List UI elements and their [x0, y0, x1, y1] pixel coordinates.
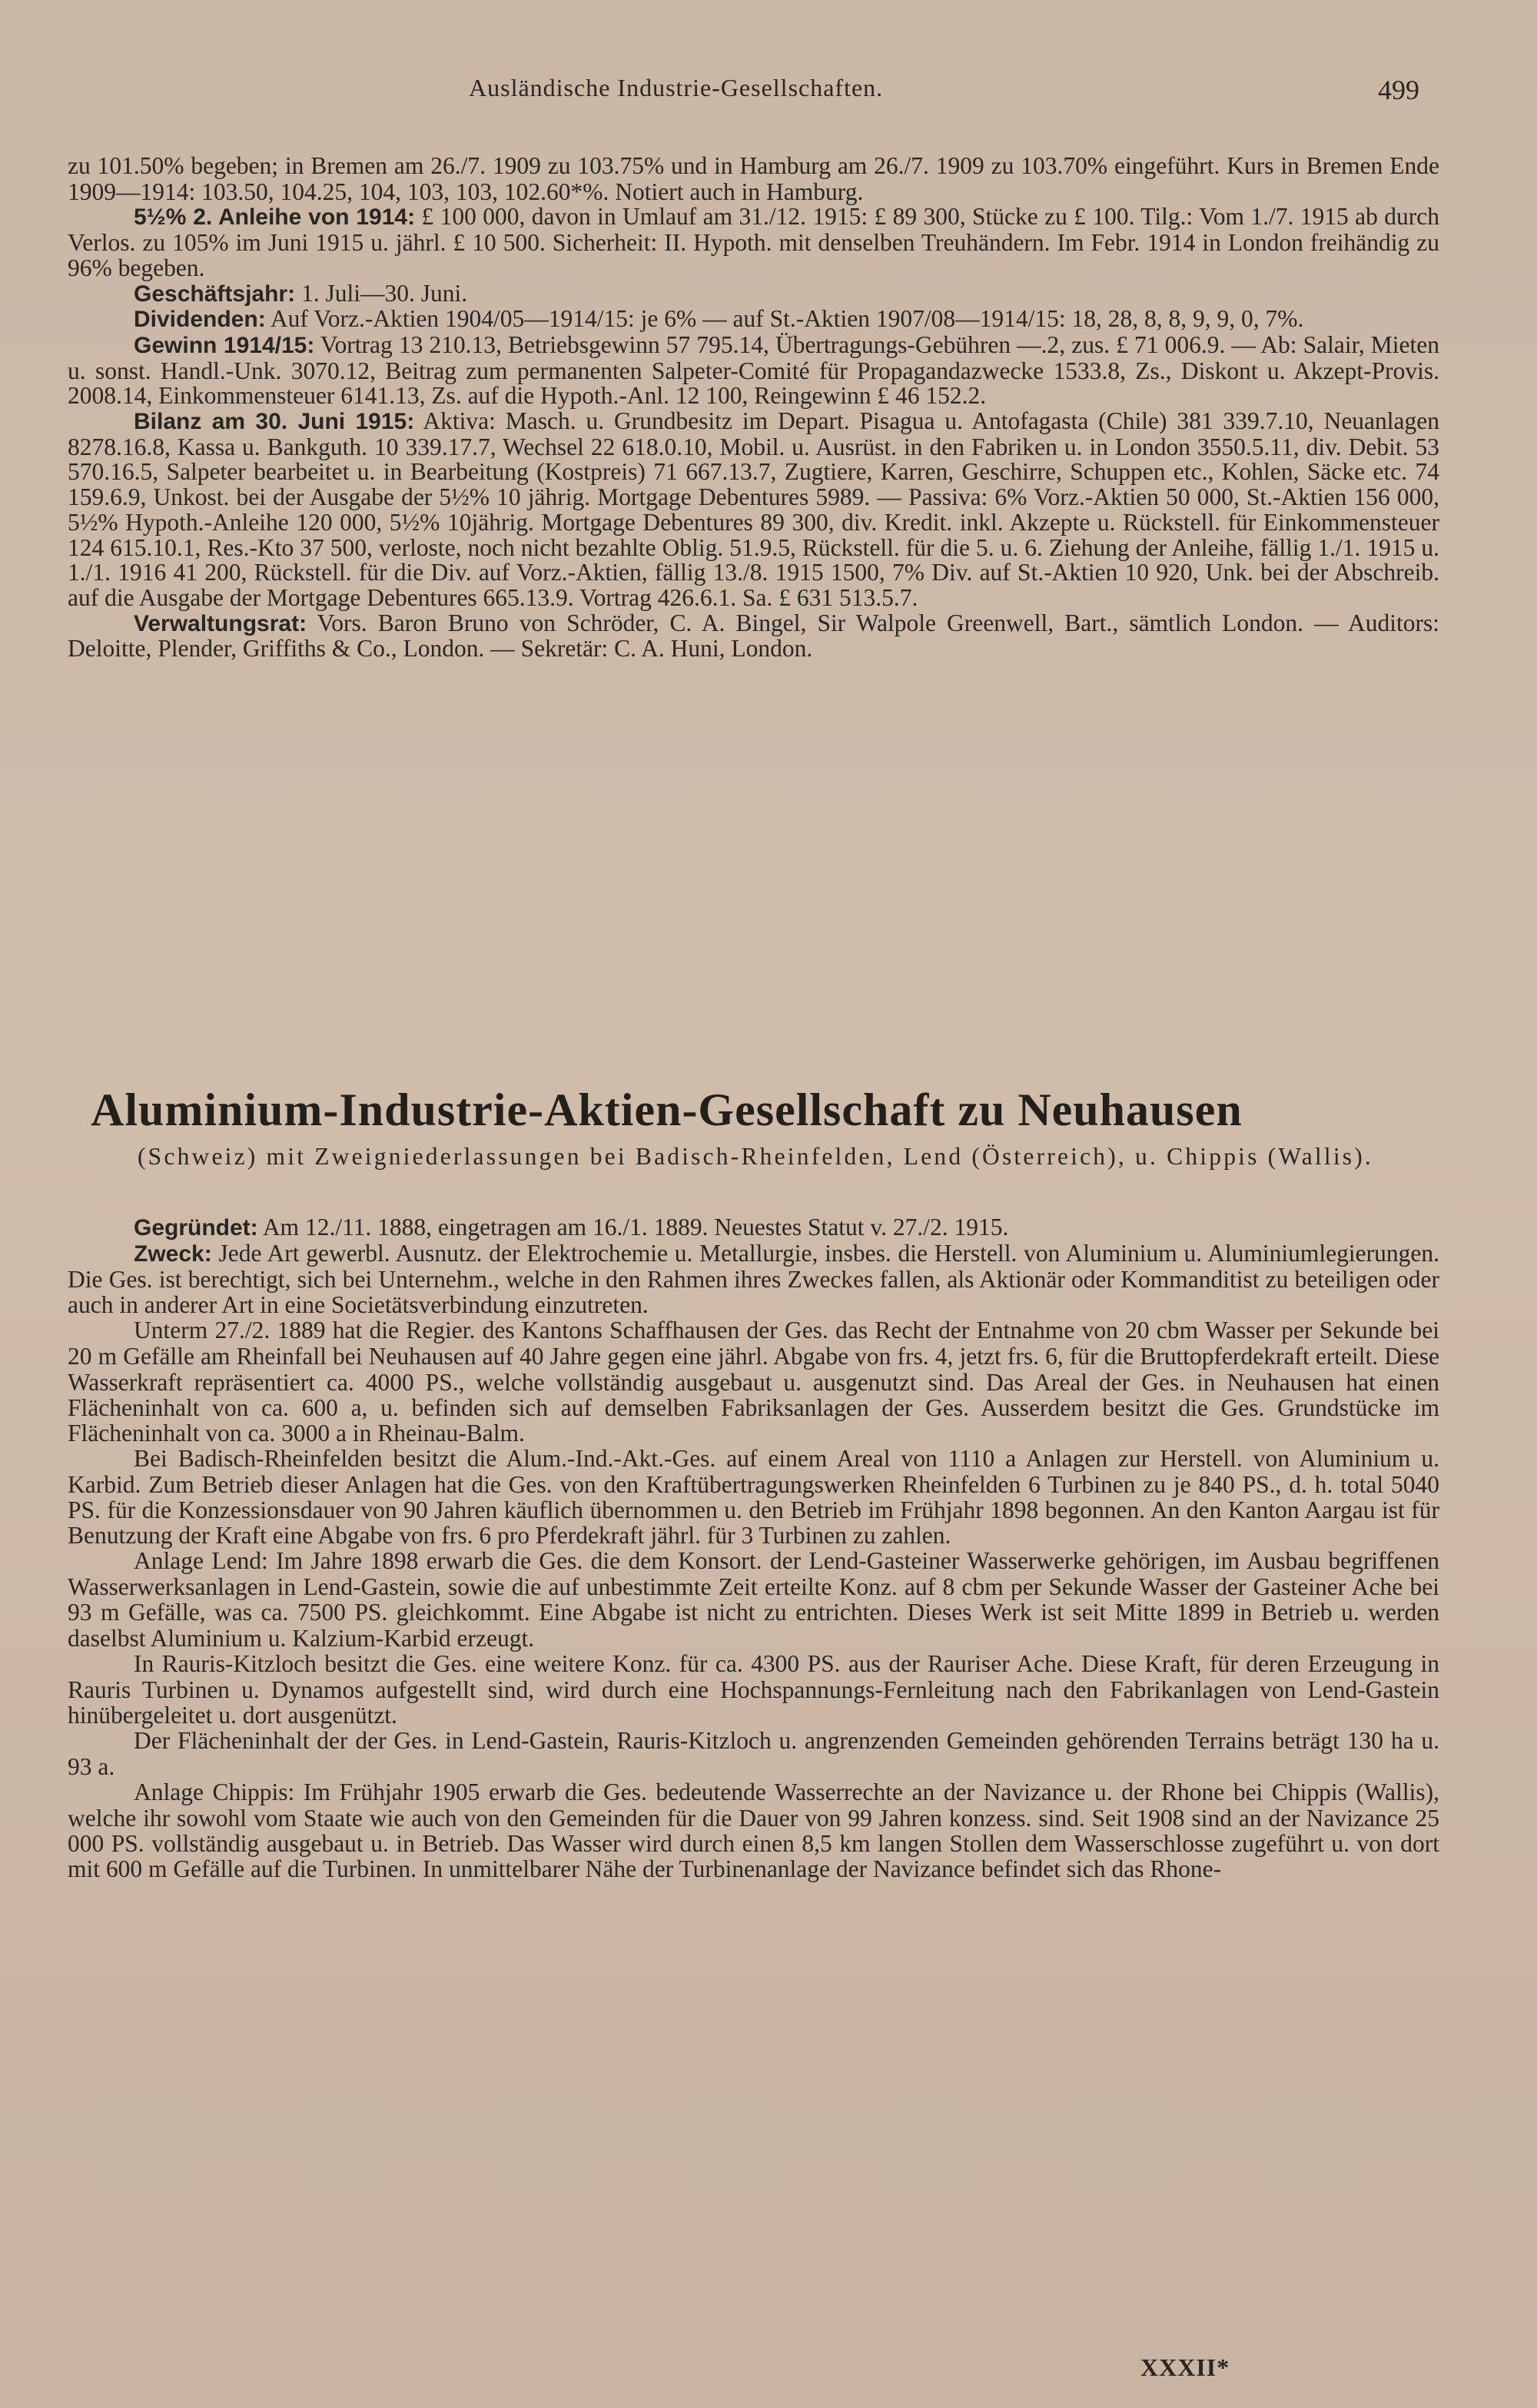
company-subtitle: (Schweiz) mit Zweigniederlassungen bei Badisch-Rheinfelden, Lend (Österreich), u. Chippis (Wallis). [137, 1143, 1374, 1170]
paragraph: Gewinn 1914/15: Vortrag 13 210.13, Betriebsgewinn 57 795.14, Übertragungs-Gebühren —.2, zus. £ 71 006.9. — Ab: Salair, Mieten u. sonst. Handl.-Unk. 3070.12, Beitrag zum permanenten Salpeter-Comité für Propagandazwecke 1533.8, Zs., Diskont u. Akzept-Provis. 2008.14, Einkommensteuer 6141.13, Zs. auf die Hypoth.-Anl. 12 100, Reingewinn £ 46 152.2. [68, 330, 1440, 410]
paragraph: Bilanz am 30. Juni 1915: Aktiva: Masch. u. Grundbesitz im Depart. Pisagua u. Antofagasta (Chile) 381 339.7.10, Neuanlagen 8278.16.8, Kassa u. Bankguth. 10 339.17.7, Wechsel 22 618.0.10, Mobil. u. Ausrüst. in den Fabriken u. in London 3550.5.11, div. Debit. 53 570.16.5, Salpeter bearbeitet u. in Bearbeitung (Kostpreis) 71 667.13.7, Zugtiere, Karren, Geschirre, Schuppen etc., Kohlen, Säcke etc. 74 159.6.9, Unkost. bei der Ausgabe der 5½% 10 jährig. Mortgage Debentures 5989. — Passiva: 6% Vorz.-Aktien 50 000, St.-Aktien 156 000, 5½% Hypoth.-Anleihe 120 000, 5½% 10jährig. Mortgage Debentures 89 300, div. Kredit. inkl. Akzepte u. Rückstell. für Einkommensteuer 124 615.10.1, Res.-Kto 37 500, verloste, noch nicht bezahlte Oblig. 51.9.5, Rückstell. für die 5. u. 6. Ziehung der Anleihe, fällig 1./1. 1915 u. 1./1. 1916 41 200, Rückstell. für die Div. auf Vorz.-Aktien, fällig 13./8. 1915 1500, 7% Div. auf St.-Aktien 10 920, Unk. bei der Abschreib. auf die Ausgabe der Mortgage Debentures 665.13.9. Vortrag 426.6.1. Sa. £ 631 513.5.7. [68, 407, 1440, 611]
paragraph: Geschäftsjahr: 1. Juli—30. Juni. [134, 279, 468, 307]
running-title: Ausländische Industrie-Gesellschaften. [469, 74, 884, 101]
page-header [0, 74, 1537, 112]
page-number: 499 [1378, 75, 1419, 105]
signature-mark: XXXII* [1140, 2353, 1230, 2381]
paragraph: Bei Badisch-Rheinfelden besitzt die Alum.-Ind.-Akt.-Ges. auf einem Areal von 1110 a Anlagen zur Herstell. von Aluminium u. Karbid. Zum Betrieb dieser Anlagen hat die Ges. von den Kraftübertragungswerken Rheinfelden 6 Turbinen zu je 840 PS., d. h. total 5040 PS. für die Konzessionsdauer von 90 Jahren käuflich übernommen u. den Betrieb im Frühjahr 1898 begonnen. An den Kanton Aargau ist für Benutzung der Kraft eine Abgabe von frs. 6 pro Pferdekraft jährl. für 3 Turbinen zu zahlen. [68, 1444, 1439, 1549]
paragraph: Zweck: Jede Art gewerbl. Ausnutz. der Elektrochemie u. Metallurgie, insbes. die Herstell. von Aluminium u. Aluminiumlegierungen. Die Ges. ist berechtigt, sich bei Unternehm., welche in den Rahmen ihres Zweckes fallen, als Aktionär oder Kommanditist zu beteiligen oder auch in anderer Art in eine Societätsverbindung einzutreten. [68, 1240, 1439, 1319]
company-entry [68, 1214, 1439, 1882]
paragraph: Unterm 27./2. 1889 hat die Regier. des Kantons Schaffhausen der Ges. das Recht der Entnahme von 20 cbm Wasser per Sekunde bei 20 m Gefälle am Rheinfall bei Neuhausen auf 40 Jahre gegen eine jährl. Abgabe von frs. 4, jetzt frs. 6, für die Bruttopferdekraft erteilt. Diese Wasserkraft repräsentiert ca. 4000 PS., welche vollständig ausgebaut u. ausgenutzt sind. Das Areal der Ges. in Neuhausen hat einen Flächeninhalt von ca. 600 a, u. befinden sich auf demselben Fabriksanlagen der Ges. Ausserdem besitzt die Ges. Grundstücke im Flächeninhalt von ca. 3000 a in Rheinau-Balm. [68, 1317, 1439, 1446]
paragraph: Anlage Lend: Im Jahre 1898 erwarb die Ges. die dem Konsort. der Lend-Gasteiner Wasserwerke gehörigen, im Ausbau begriffenen Wasserwerksanlagen in Lend-Gastein, sowie die auf unbestimmte Zeit erteilte Konz. auf 8 cbm per Sekunde Wasser der Gasteiner Ache bei 93 m Gefälle, was ca. 7500 PS. gleichkommt. Eine Abgabe ist nicht zu entrichten. Dieses Werk ist seit Mitte 1899 in Betrieb u. werden daselbst Aluminium u. Kalzium-Karbid erzeugt. [68, 1547, 1439, 1652]
paragraph: Der Flächeninhalt der der Ges. in Lend-Gastein, Rauris-Kitzloch u. angrenzenden Gemeinden gehörenden Terrains beträgt 130 ha u. 93 a. [68, 1726, 1439, 1780]
paragraph: Verwaltungsrat: Vors. Baron Bruno von Schröder, C. A. Bingel, Sir Walpole Greenwell, Bart., sämtlich London. — Auditors: Deloitte, Plender, Griffiths & Co., London. — Sekretär: C. A. Huni, London. [68, 609, 1439, 663]
company-title: Aluminium-Industrie-Aktien-Gesellschaft zu Neuhausen [91, 1084, 1243, 1135]
paragraph: zu 101.50% begeben; in Bremen am 26./7. 1909 zu 103.75% und in Hamburg am 26./7. 1909 zu 103.70% eingeführt. Kurs in Bremen Ende 1909—1914: 103.50, 104.25, 104, 103, 103, 102.60*%. Notiert auch in Hamburg. [68, 152, 1439, 205]
paragraph: Dividenden: Auf Vorz.-Aktien 1904/05—1914/15: je 6% — auf St.-Aktien 1907/08—1914/15: 18, 28, 8, 8, 9, 9, 0, 7%. [134, 305, 1304, 333]
paragraph: Gegründet: Am 12./11. 1888, eingetragen am 16./1. 1889. Neuestes Statut v. 27./2. 1915. [134, 1214, 1009, 1241]
previous-company-entry [68, 154, 1439, 662]
paragraph: In Rauris-Kitzloch besitzt die Ges. eine weitere Konz. für ca. 4300 PS. aus der Rauriser Ache. Diese Kraft, für deren Erzeugung in Rauris Turbinen u. Dynamos aufgestellt sind, wird durch eine Hochspannungs-Fernleitung nach den Fabrikanlagen von Lend-Gastein hinübergeleitet u. dort ausgenützt. [68, 1649, 1439, 1729]
paragraph: Anlage Chippis: Im Frühjahr 1905 erwarb die Ges. bedeutende Wasserrechte an der Navizance u. der Rhone bei Chippis (Wallis), welche ihr sowohl vom Staate wie auch von den Gemeinden für die Dauer von 99 Jahren konzess. sind. Seit 1908 sind an der Navizance 25 000 PS. vollständig ausgebaut u. in Betrieb. Das Wasser wird durch einen 8,5 km langen Stollen dem Wasserschlosse zugeführt u. von dort mit 600 m Gefälle auf die Turbinen. In unmittelbarer Nähe der Turbinenanlage der Navizance befindet sich das Rhone- [68, 1779, 1439, 1883]
paragraph: 5½% 2. Anleihe von 1914: £ 100 000, davon in Umlauf am 31./12. 1915: £ 89 300, Stücke zu £ 100. Tilg.: Vom 1./7. 1915 ab durch Verlos. zu 105% im Juni 1915 u. jährl. £ 10 500. Sicherheit: II. Hypoth. mit denselben Treuhändern. Im Febr. 1914 in London freihändig zu 96% begeben. [68, 203, 1440, 281]
